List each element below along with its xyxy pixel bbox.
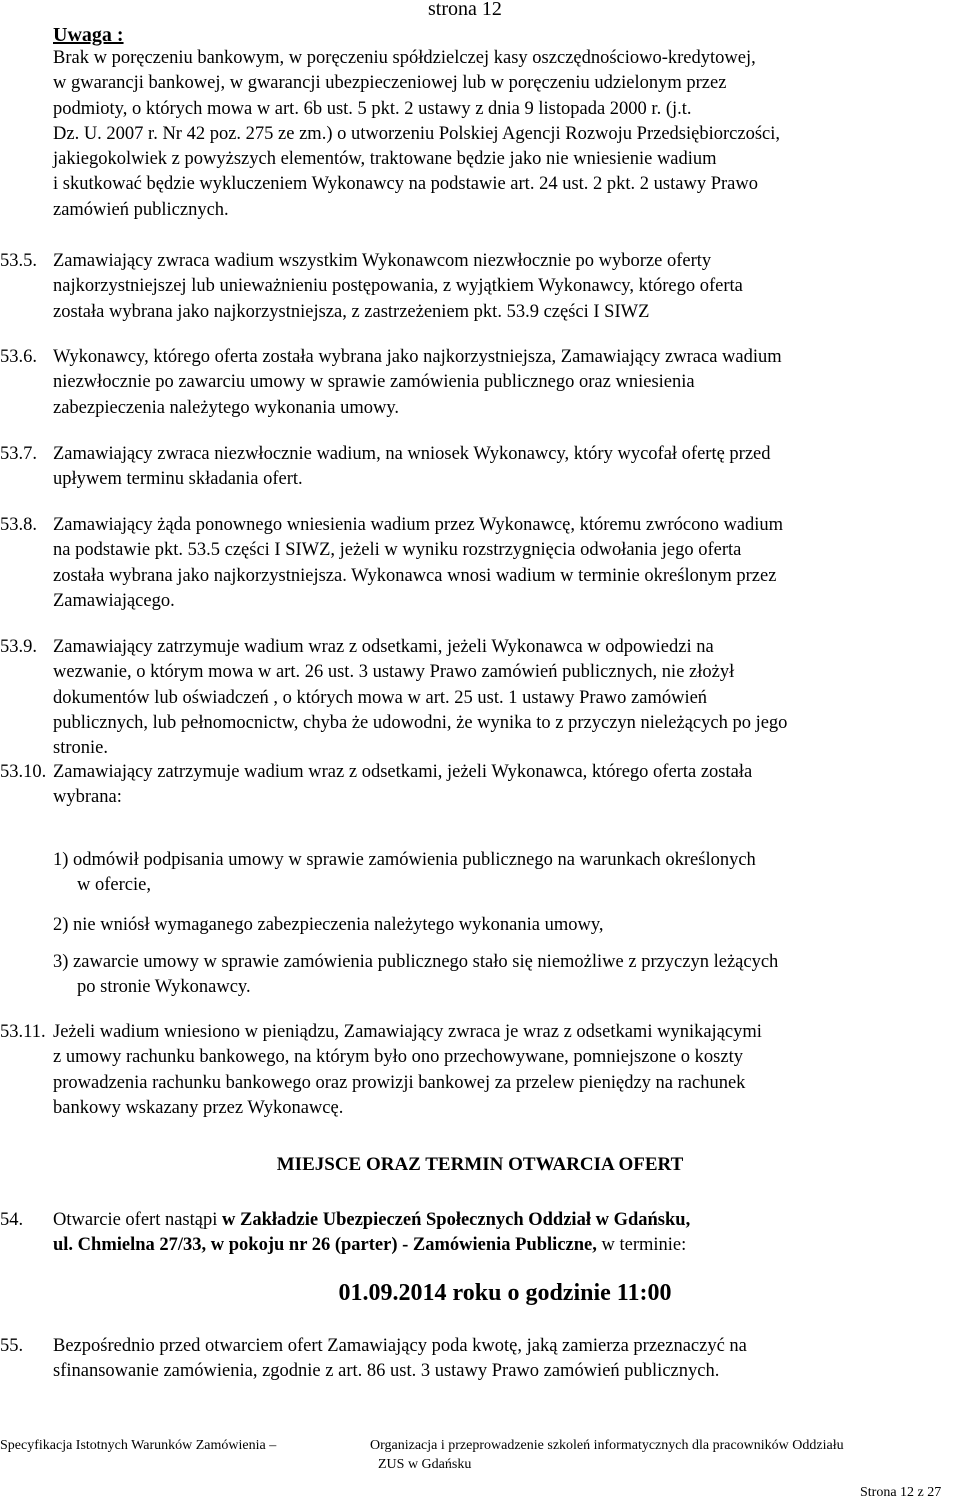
list-item (53, 848, 933, 899)
paragraph-body (53, 760, 938, 811)
notice-line: podmioty, o których mowa w art. 6b ust. 5 pkt. 2 ustawy z dnia 9 listopada 2000 r. (j.t. (53, 98, 692, 119)
paragraph-body (53, 1020, 938, 1121)
item-location: w Zakładzie Ubezpieczeń Społecznych Oddział w Gdańsku, (222, 1210, 691, 1230)
footer-right: Organizacja i przeprowadzenie szkoleń informatycznych dla pracowników Oddziału (370, 1438, 844, 1453)
paragraph-body (53, 513, 938, 614)
notice-line: Brak w poręczeniu bankowym, w poręczeniu spółdzielczej kasy oszczędnościowo-kredytowej, (53, 48, 756, 68)
paragraph-body (53, 345, 938, 421)
list-item (53, 913, 933, 938)
list-item-continuation: po stronie Wykonawcy. (77, 977, 251, 998)
list-item-line: 1) odmówił podpisania umowy w sprawie zamówienia publicznego na warunkach określonych (53, 850, 756, 870)
paragraph-line: niezwłocznie po zawarciu umowy w sprawie zamówienia publicznego oraz wniesienia (53, 372, 695, 393)
notice-line: i skutkować będzie wykluczeniem Wykonawcy na podstawie art. 24 ust. 2 pkt. 2 ustawy Prawo (53, 174, 758, 195)
item-line (53, 1208, 938, 1233)
paragraph-line: Zamawiający zatrzymuje wadium wraz z odsetkami, jeżeli Wykonawca w odpowiedzi na (53, 637, 714, 657)
page-number-top: strona 12 (428, 0, 502, 20)
paragraph-line: Zamawiający zwraca wadium wszystkim Wykonawcom niezwłocznie po wyborze oferty (53, 251, 712, 271)
item-body (53, 1334, 938, 1385)
item-text: w terminie: (596, 1235, 687, 1256)
paragraph-line: najkorzystniejszej lub unieważnieniu postępowania, z wyjątkiem Wykonawcy, którego oferta (53, 276, 743, 297)
notice-line: w gwarancji bankowej, w gwarancji ubezpieczeniowej lub w poręczeniu udzielonym przez (53, 73, 727, 94)
notice-line: jakiegokolwiek z powyższych elementów, traktowane będzie jako nie wniesienie wadium (53, 149, 717, 170)
item-number: 54. (0, 1210, 24, 1230)
item-number: 55. (0, 1336, 24, 1356)
paragraph-line: upływem terminu składania ofert. (53, 469, 303, 490)
paragraph-number: 53.5. (0, 251, 37, 271)
paragraph-line: z umowy rachunku bankowego, na którym było ono przechowywane, pomniejszone o koszty (53, 1047, 743, 1068)
paragraph-line: Wykonawcy, którego oferta została wybrana jako najkorzystniejsza, Zamawiający zwraca wadium (53, 347, 782, 367)
paragraph-line: wezwanie, o którym mowa w art. 26 ust. 3 ustawy Prawo zamówień publicznych, nie złożył (53, 662, 735, 683)
paragraph-number: 53.11. (0, 1022, 46, 1042)
paragraph-line: bankowy wskazany przez Wykonawcę. (53, 1097, 344, 1118)
page-counter: Strona 12 z 27 (860, 1485, 942, 1500)
paragraph-line: została wybrana jako najkorzystniejsza. Wykonawca wnosi wadium w terminie określonym przez (53, 565, 777, 586)
paragraph-line: stronie. (53, 738, 108, 759)
item-address: ul. Chmielna 27/33, w pokoju nr 26 (parter) - Zamówienia Publiczne, (53, 1235, 597, 1256)
list-item-line: 2) nie wniósł wymaganego zabezpieczenia należytego wykonania umowy, (53, 915, 604, 935)
opening-datetime: 01.09.2014 roku o godzinie 11:00 (338, 1280, 672, 1306)
paragraph-body (53, 249, 938, 325)
paragraph-number: 53.6. (0, 347, 37, 367)
list-item-continuation: w ofercie, (77, 875, 151, 896)
paragraph-number: 53.10. (0, 762, 47, 782)
paragraph-line: dokumentów lub oświadczeń , o których mowa w art. 25 ust. 1 ustawy Prawo zamówień (53, 687, 708, 708)
paragraph-body (53, 442, 938, 493)
paragraph-number: 53.7. (0, 444, 37, 464)
paragraph-line: prowadzenia rachunku bankowego oraz prowizji bankowej za przelew pieniędzy na rachunek (53, 1072, 746, 1093)
paragraph-number: 53.9. (0, 637, 37, 657)
section-title: MIEJSCE ORAZ TERMIN OTWARCIA OFERT (276, 1154, 684, 1175)
notice-text (53, 46, 953, 223)
paragraph-line: Jeżeli wadium wniesiono w pieniądzu, Zamawiający zwraca je wraz z odsetkami wynikającymi (53, 1022, 762, 1042)
item-line (53, 1233, 938, 1258)
paragraph-line: na podstawie pkt. 53.5 części I SIWZ, jeżeli w wyniku rozstrzygnięcia odwołania jego oferta (53, 540, 742, 561)
notice-line: zamówień publicznych. (53, 199, 229, 220)
notice-heading: Uwaga : (53, 24, 124, 46)
paragraph-body (53, 635, 938, 761)
list-item (53, 950, 933, 1001)
item-line: sfinansowanie zamówienia, zgodnie z art. 86 ust. 3 ustawy Prawo zamówień publicznych. (53, 1361, 720, 1382)
paragraph-line: wybrana: (53, 787, 122, 808)
paragraph-line: Zamawiający żąda ponownego wniesienia wadium przez Wykonawcę, któremu zwrócono wadium (53, 515, 784, 535)
list-item-line: 3) zawarcie umowy w sprawie zamówienia publicznego stało się niemożliwe z przyczyn leżących (53, 952, 779, 972)
item-line: Bezpośrednio przed otwarciem ofert Zamawiający poda kwotę, jaką zamierza przeznaczyć na (53, 1336, 747, 1356)
paragraph-line: Zamawiający zatrzymuje wadium wraz z odsetkami, jeżeli Wykonawca, którego oferta została (53, 762, 753, 782)
notice-line: Dz. U. 2007 r. Nr 42 poz. 275 ze zm.) o utworzeniu Polskiej Agencji Rozwoju Przedsiębiorczości, (53, 123, 780, 144)
paragraph-line: publicznych, lub pełnomocnictw, chyba że udowodni, że wynika to z przyczyn nieleżących po jego (53, 712, 788, 733)
item-text: Otwarcie ofert nastąpi (53, 1210, 222, 1230)
paragraph-line: zabezpieczenia należytego wykonania umowy. (53, 397, 400, 418)
footer-right-line2: ZUS w Gdańsku (378, 1457, 472, 1472)
paragraph-number: 53.8. (0, 515, 37, 535)
paragraph-line: Zamawiającego. (53, 590, 175, 611)
item-body (53, 1208, 938, 1259)
footer-left: Specyfikacja Istotnych Warunków Zamówienia – (0, 1438, 277, 1453)
paragraph-line: została wybrana jako najkorzystniejsza, z zastrzeżeniem pkt. 53.9 części I SIWZ (53, 301, 650, 322)
paragraph-line: Zamawiający zwraca niezwłocznie wadium, na wniosek Wykonawcy, który wycofał ofertę przed (53, 444, 771, 464)
